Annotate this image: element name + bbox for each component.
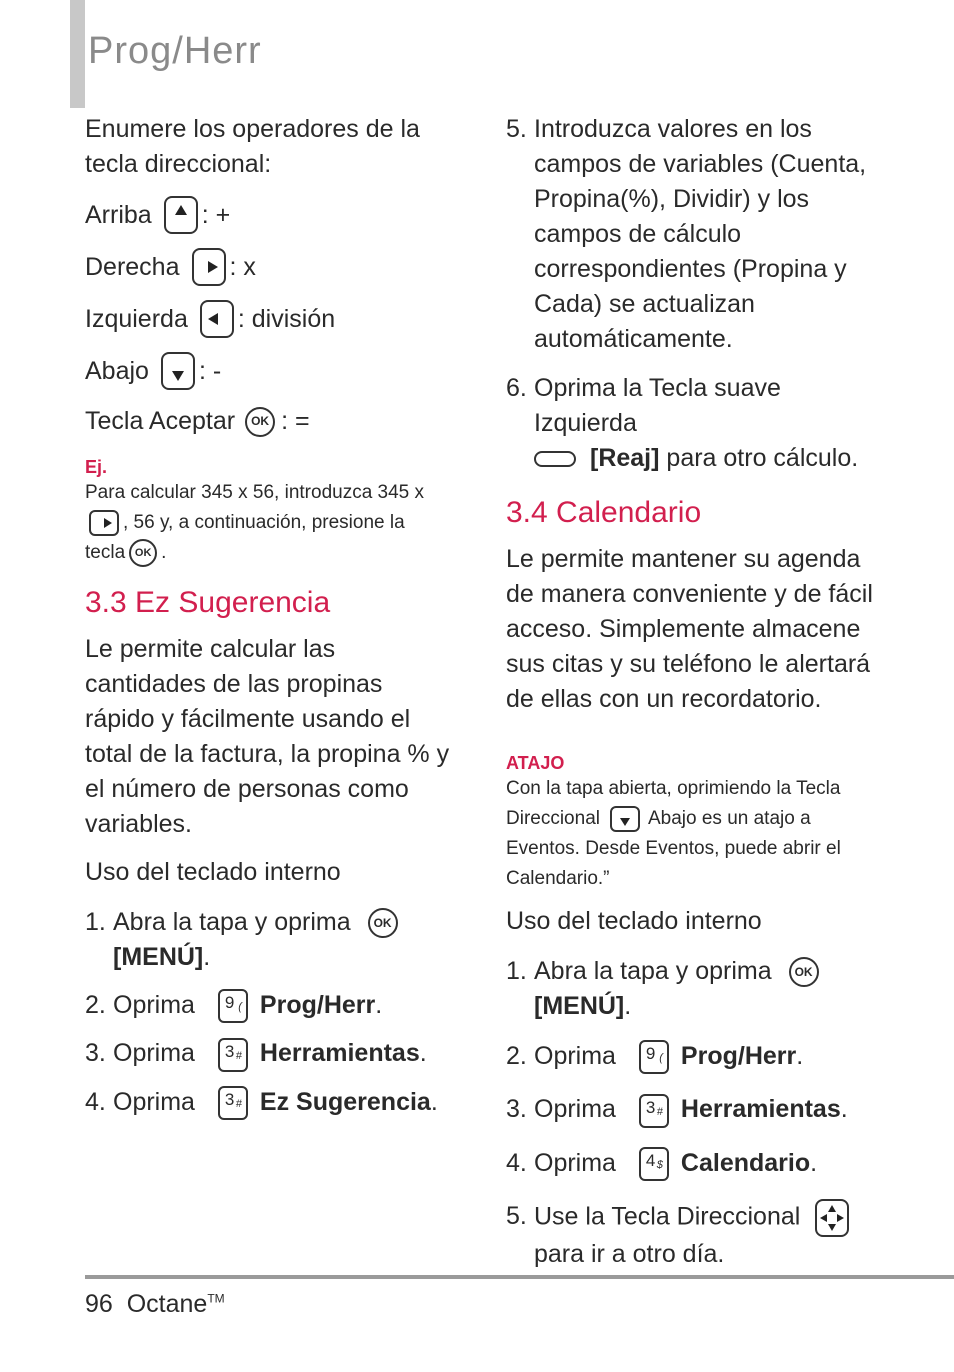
key-9-icon: 9 ( [218, 989, 248, 1023]
step-text [534, 371, 876, 476]
footer-divider [85, 1275, 954, 1279]
key-left-op: : división [237, 304, 336, 333]
key-up-op: : + [201, 200, 231, 229]
step-target: Herramientas [259, 1039, 420, 1068]
step-text-a: Use la Tecla Direccional [534, 1202, 801, 1231]
example-line-2 [85, 508, 457, 538]
step-text: Introduzca valores en los campos de variables (Cuenta, Propina(%), Dividir) y los campos de cálculo correspondientes (Propina y Cada) se actualizan automáticamente. [534, 115, 867, 353]
cal-step-4 [506, 1146, 876, 1181]
example-line-3 [85, 538, 457, 568]
page-title: Prog/Herr [88, 30, 262, 72]
step-target: Prog/Herr [259, 991, 376, 1019]
step-text-a: Oprima la Tecla suave Izquierda [534, 374, 781, 437]
cal-step-1 [506, 954, 876, 1024]
nav-down-key-icon [610, 806, 640, 832]
example-line-3-text: tecla [85, 542, 126, 563]
step-target: Prog/Herr [680, 1042, 797, 1070]
internal-keypad-subheading: Uso del teclado interno [85, 858, 341, 886]
step-text [113, 1036, 457, 1071]
reaj-label: [Reaj] [590, 444, 660, 472]
key-3-icon: 3 # [639, 1094, 669, 1128]
key-9-icon: 9 ( [639, 1040, 669, 1074]
key-down-op: : - [198, 356, 222, 385]
example-label: Ej. [85, 457, 108, 477]
step-period: . [375, 991, 383, 1019]
step-number: 5. [506, 1202, 527, 1231]
cal-step-5 [506, 1199, 876, 1272]
section-heading-calendario: 3.4 Calendario [506, 496, 702, 529]
step-period: . [203, 943, 211, 971]
key-ok-label: Tecla Aceptar [85, 407, 236, 435]
step-number: 1. [506, 957, 527, 985]
example-line-3-end: . [161, 542, 167, 563]
step-text-a: Abra la tapa y oprima [113, 908, 351, 936]
step-text-a: Oprima [534, 1095, 616, 1124]
step-period: . [840, 1095, 848, 1124]
key-ok-row [85, 404, 457, 439]
key-down-row [85, 352, 457, 390]
ok-key-icon: OK [245, 407, 275, 437]
page-footer [85, 1290, 225, 1319]
page-number: 96 [85, 1290, 113, 1318]
step-text-a: Abra la tapa y oprima [534, 957, 772, 985]
step-target: Herramientas [680, 1095, 841, 1124]
nav-right-key-icon [89, 510, 119, 536]
ez-sugerencia-body: Le permite calcular las cantidades de las propinas rápido y fácilmente usando el total de la factura, la propina % y el número de personas como variables. [85, 635, 450, 838]
step-text-a: Oprima [113, 991, 195, 1019]
nav-left-key-icon [200, 300, 234, 338]
four-way-nav-key-icon [815, 1199, 849, 1237]
nav-up-key-icon [164, 196, 198, 234]
step-text [534, 1199, 876, 1272]
ez-step-1 [85, 905, 457, 975]
key-left-label: Izquierda [85, 304, 188, 333]
key-right-label: Derecha [85, 252, 180, 281]
key-3-icon: 3 # [218, 1038, 248, 1072]
shortcut-line-1: Con la tapa abierta, oprimiendo la Tecla [506, 778, 841, 799]
step-target: Calendario [680, 1148, 811, 1177]
step-number: 3. [506, 1095, 527, 1124]
shortcut-line-2 [506, 804, 876, 834]
step-target: Ez Sugerencia [259, 1087, 431, 1116]
intro-text: Enumere los operadores de la tecla direccional: [85, 115, 420, 178]
step-number: 1. [85, 908, 106, 936]
brand-name: Octane [126, 1290, 208, 1318]
key-left-row [85, 300, 457, 338]
step-period: . [430, 1087, 438, 1116]
step-text-a: Oprima [113, 1039, 195, 1068]
ok-key-icon: OK [129, 539, 157, 567]
nav-down-key-icon [161, 352, 195, 390]
step-number: 3. [85, 1039, 106, 1068]
shortcut-line-4: Calendario.” [506, 868, 610, 889]
ez-step-3 [85, 1036, 457, 1071]
key-down-label: Abajo [85, 356, 149, 385]
step-text-a: Oprima [534, 1148, 616, 1177]
section-heading-ez-sugerencia: 3.3 Ez Sugerencia [85, 586, 331, 619]
step-text-a: Oprima [113, 1087, 195, 1116]
step-text [534, 954, 876, 1024]
trademark: TM [207, 1291, 225, 1306]
internal-keypad-subheading: Uso del teclado interno [506, 907, 762, 935]
step-text-b: para ir a otro día. [534, 1240, 725, 1269]
key-right-row [85, 248, 457, 286]
menu-label: [MENÚ] [113, 943, 204, 971]
step-period: . [796, 1042, 804, 1070]
shortcut-label: ATAJO [506, 753, 565, 773]
example-line-2-text: , 56 y, a continuación, presione la [123, 512, 405, 533]
title-bar [70, 0, 85, 108]
shortcut-line-3: Eventos. Desde Eventos, puede abrir el [506, 838, 841, 859]
step-text-a: Oprima [534, 1042, 616, 1070]
step-number: 5. [506, 115, 527, 143]
ez-step-6 [506, 371, 876, 476]
calendario-body: Le permite mantener su agenda de manera conveniente y de fácil acceso. Simplemente almacene sus citas y su teléfono le alertará de ellas con un recordatorio. [506, 545, 873, 713]
step-text [534, 1039, 876, 1074]
cal-step-3 [506, 1092, 876, 1127]
example-line-1: Para calcular 345 x 56, introduzca 345 x [85, 482, 425, 503]
step-number: 2. [85, 991, 106, 1019]
step-number: 2. [506, 1042, 527, 1070]
key-up-label: Arriba [85, 200, 152, 229]
step-period: . [624, 992, 632, 1020]
step-text-c: para otro cálculo. [666, 444, 859, 472]
key-3-icon: 3 # [218, 1086, 248, 1120]
ok-key-icon: OK [368, 908, 398, 938]
key-4-icon: 4 $ [639, 1147, 669, 1181]
ok-key-icon: OK [789, 957, 819, 987]
ez-step-2 [85, 988, 457, 1023]
step-text [113, 905, 457, 975]
step-number: 6. [506, 374, 527, 402]
step-number: 4. [506, 1148, 527, 1177]
step-text [534, 1146, 876, 1181]
step-period: . [419, 1039, 427, 1068]
step-text [534, 1092, 876, 1127]
cal-step-2 [506, 1039, 876, 1074]
step-period: . [810, 1148, 818, 1177]
nav-right-key-icon [192, 248, 226, 286]
right-column [506, 112, 876, 1272]
shortcut-line-2a: Direccional [506, 808, 600, 829]
left-column [85, 112, 457, 1120]
menu-label: [MENÚ] [534, 992, 625, 1020]
key-right-op: : x [229, 252, 256, 281]
step-number: 4. [85, 1087, 106, 1116]
ez-step-5 [506, 112, 876, 357]
shortcut-line-2b: Abajo es un atajo a [647, 808, 811, 829]
key-ok-op: : = [281, 407, 310, 435]
step-text [113, 1085, 457, 1120]
step-text [113, 988, 457, 1023]
left-soft-key-icon [534, 451, 576, 467]
ez-step-4 [85, 1085, 457, 1120]
key-up-row [85, 196, 457, 234]
